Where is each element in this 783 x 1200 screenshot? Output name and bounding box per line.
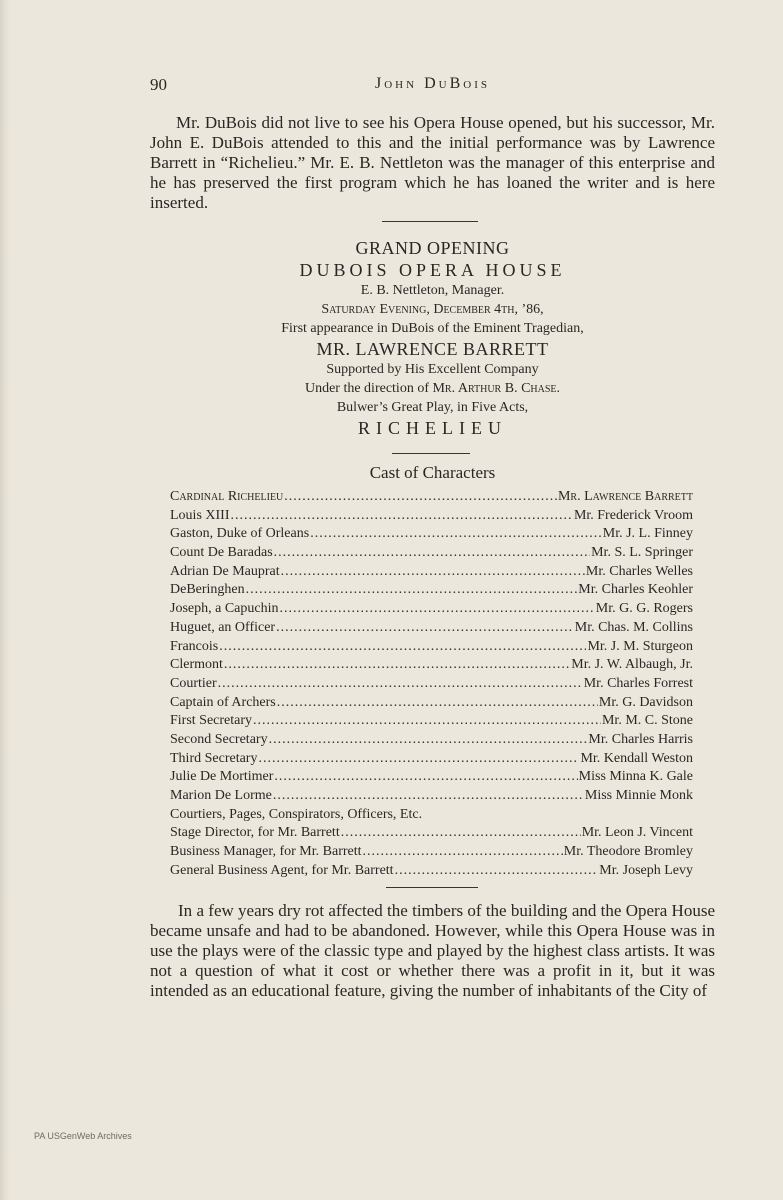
leader-dots xyxy=(284,489,557,505)
closing-paragraph: In a few years dry rot affected the timbers of the building and the Opera House became unsafe and had to be abandoned. However, while this Opera House was in use the plays were of the classic type and played by the highest class artists. It was not a question of what it cost or whether there was a profit in it, but it was intended as an educational feature, giving the number of inhabitants of the City of xyxy=(150,901,715,1000)
program-direction-prefix: Under the direction of xyxy=(304,381,433,396)
cast-role: Third Secretary xyxy=(170,750,258,766)
leader-dots xyxy=(341,825,581,841)
program-opera-house: DUBOIS OPERA HOUSE xyxy=(299,260,566,280)
cast-role: Adrian De Mauprat xyxy=(170,563,280,579)
cast-actor: Mr. G. G. Rogers xyxy=(595,601,693,617)
cast-actor: Mr. Chas. M. Collins xyxy=(574,619,693,635)
leader-dots xyxy=(274,769,577,785)
cast-role: Courtier xyxy=(170,675,217,691)
cast-actor: Mr. Frederick Vroom xyxy=(573,507,693,523)
program-heading xyxy=(150,237,715,439)
leader-dots xyxy=(274,545,590,561)
cast-row xyxy=(170,713,693,732)
cast-role: Huguet, an Officer xyxy=(170,619,276,635)
program-date: Saturday Evening, December 4th, ’86, xyxy=(321,302,544,317)
cast-row xyxy=(170,732,693,751)
leader-dots xyxy=(395,863,599,879)
cast-row xyxy=(170,582,693,601)
page-number: 90 xyxy=(150,75,167,94)
program-manager: E. B. Nettleton, Manager. xyxy=(360,283,505,298)
cast-role: Louis XIII xyxy=(170,507,230,523)
cast-actor: Mr. Leon J. Vincent xyxy=(581,825,693,841)
cast-row xyxy=(170,788,693,807)
leader-dots xyxy=(253,713,601,729)
leader-dots xyxy=(310,526,602,542)
cast-row xyxy=(170,676,693,695)
program-play-title: RICHELIEU xyxy=(358,418,507,438)
cast-role: Courtiers, Pages, Conspirators, Officers, Etc. xyxy=(170,806,423,822)
cast-row xyxy=(170,601,693,620)
cast-role: Second Secretary xyxy=(170,731,268,747)
cast-row xyxy=(170,489,693,508)
cast-role: Joseph, a Capuchin xyxy=(170,601,279,617)
cast-row xyxy=(170,844,693,863)
leader-dots xyxy=(231,508,573,524)
cast-actor: Mr. G. Davidson xyxy=(598,694,693,710)
cast-row xyxy=(170,639,693,658)
cast-actor: Mr. Charles Keohler xyxy=(578,582,693,598)
cast-actor: Mr. Theodore Bromley xyxy=(563,844,693,860)
running-title: John DuBois xyxy=(375,75,490,92)
program-first-appearance: First appearance in DuBois of the Eminent Tragedian, xyxy=(281,321,584,336)
cast-actor: Mr. Lawrence Barrett xyxy=(557,489,693,504)
leader-dots xyxy=(269,732,588,748)
cast-row xyxy=(170,620,693,639)
cast-actor: Mr. M. C. Stone xyxy=(601,713,693,729)
leader-dots xyxy=(276,620,574,636)
cast-row xyxy=(170,564,693,583)
cast-actor: Mr. J. L. Finney xyxy=(602,526,693,542)
program-star-name: MR. LAWRENCE BARRETT xyxy=(316,339,549,359)
cast-row xyxy=(170,863,693,882)
cast-title: Cast of Characters xyxy=(369,463,496,482)
cast-actor: Mr. Charles Welles xyxy=(585,563,693,579)
cast-actor: Mr. Charles Forrest xyxy=(583,675,693,691)
divider-rule-top xyxy=(382,221,478,222)
cast-row xyxy=(170,825,693,844)
cast-role: DeBeringhen xyxy=(170,582,245,598)
cast-row xyxy=(170,657,693,676)
cast-role: Stage Director, for Mr. Barrett xyxy=(170,825,340,841)
archive-watermark: PA USGenWeb Archives xyxy=(34,1131,132,1141)
cast-role: Francois xyxy=(170,638,219,654)
cast-role: Business Manager, for Mr. Barrett xyxy=(170,844,362,860)
divider-rule-bottom xyxy=(386,887,478,888)
program-grand-opening: GRAND OPENING xyxy=(355,238,510,258)
cast-actor: Mr. S. L. Springer xyxy=(591,545,693,561)
cast-actor: Miss Minna K. Gale xyxy=(578,769,693,785)
cast-row xyxy=(170,545,693,564)
intro-paragraph: Mr. DuBois did not live to see his Opera House opened, but his successor, Mr. John E. DuBois attended to this and the initial performance was by Lawrence Barrett in “Richelieu.” Mr. E. B. Nettleton was the manager of this enterprise and he has preserved the first program which he has loaned the writer and is here inserted. xyxy=(150,113,715,212)
program-direction xyxy=(150,379,715,398)
leader-dots xyxy=(279,601,594,617)
cast-role: Marion De Lorme xyxy=(170,788,272,803)
cast-row xyxy=(170,695,693,714)
cast-row xyxy=(170,526,693,545)
cast-role: Julie De Mortimer xyxy=(170,769,274,785)
divider-rule-program xyxy=(392,453,470,454)
leader-dots xyxy=(224,657,570,673)
cast-role: Cardinal Richelieu xyxy=(170,489,284,504)
cast-role: Gaston, Duke of Orleans xyxy=(170,526,310,542)
cast-actor: Mr. J. M. Sturgeon xyxy=(587,638,693,654)
cast-row xyxy=(170,807,693,826)
program-director-name: Mr. Arthur B. Chase. xyxy=(432,381,561,396)
cast-row xyxy=(170,769,693,788)
cast-row xyxy=(170,508,693,527)
cast-role: Count De Baradas xyxy=(170,545,273,561)
leader-dots xyxy=(218,676,583,692)
program-play-description: Bulwer’s Great Play, in Five Acts, xyxy=(336,400,529,415)
cast-actor: Mr. Joseph Levy xyxy=(599,862,693,878)
cast-actor: Mr. Charles Harris xyxy=(588,731,693,747)
page-edge-shadow xyxy=(0,0,10,1200)
leader-dots xyxy=(281,564,585,580)
cast-role: Clermont xyxy=(170,657,223,673)
program-supported-by: Supported by His Excellent Company xyxy=(326,362,539,377)
running-head xyxy=(150,75,715,99)
leader-dots xyxy=(277,695,598,711)
cast-actor: Miss Minnie Monk xyxy=(584,788,693,803)
cast-role: General Business Agent, for Mr. Barrett xyxy=(170,862,394,878)
leader-dots xyxy=(273,788,584,804)
cast-row xyxy=(170,751,693,770)
cast-actor: Mr. J. W. Albaugh, Jr. xyxy=(571,657,693,673)
leader-dots xyxy=(363,844,563,860)
cast-role: Captain of Archers xyxy=(170,694,276,710)
cast-actor: Mr. Kendall Weston xyxy=(580,750,693,766)
leader-dots xyxy=(219,639,586,655)
leader-dots xyxy=(258,751,579,767)
cast-list xyxy=(170,489,693,881)
cast-role: First Secretary xyxy=(170,713,253,729)
leader-dots xyxy=(246,582,578,598)
